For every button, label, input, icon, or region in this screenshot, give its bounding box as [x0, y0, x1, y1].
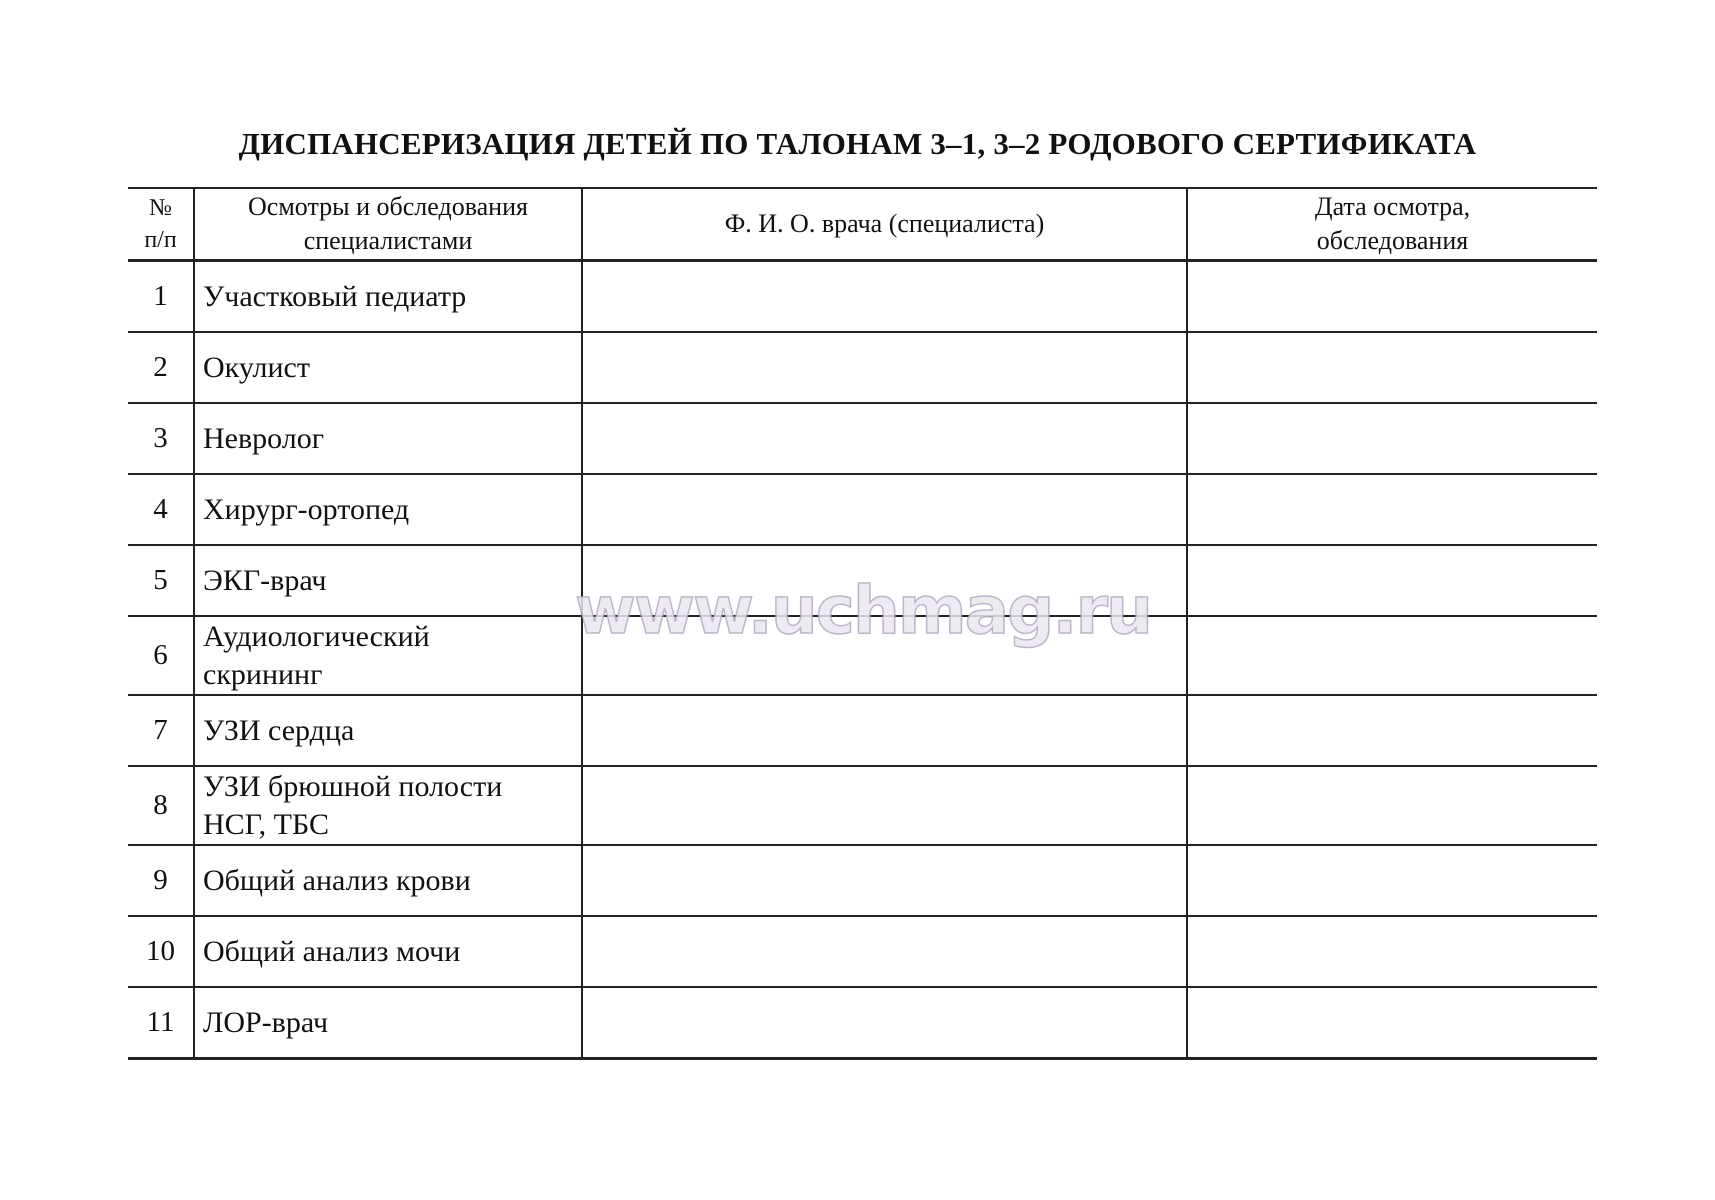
row-examination-line1: Участковый педиатр — [203, 279, 467, 313]
row-examination — [194, 545, 582, 616]
doctor-name-cell[interactable] — [582, 845, 1187, 916]
table-row — [128, 845, 1597, 916]
header-examinations-line2: специалистами — [303, 226, 473, 255]
exam-date-cell[interactable] — [1187, 616, 1597, 695]
row-examination — [194, 766, 582, 845]
exam-date-cell[interactable] — [1187, 403, 1597, 474]
row-examination-line1: УЗИ брюшной полости — [203, 769, 503, 803]
row-examination-line1: УЗИ сердца — [203, 713, 355, 747]
watermark: www.uchmag.ru — [575, 572, 1152, 649]
doctor-name-cell[interactable] — [582, 403, 1187, 474]
row-number: 3 — [153, 422, 168, 454]
row-number: 11 — [146, 1006, 175, 1038]
exam-date-cell[interactable] — [1187, 332, 1597, 403]
row-examination-line1: Невролог — [203, 421, 325, 455]
table-row — [128, 474, 1597, 545]
row-number: 9 — [153, 864, 168, 896]
row-examination — [194, 332, 582, 403]
row-examination — [194, 616, 582, 695]
header-doctor-name-text: Ф. И. О. врача (специалиста) — [724, 209, 1045, 238]
row-examination-line1: ЭКГ-врач — [203, 563, 327, 597]
header-date-line2: обследования — [1316, 226, 1469, 255]
table-header — [128, 188, 1597, 261]
row-examination-line1: Общий анализ мочи — [203, 934, 461, 968]
table-row — [128, 545, 1597, 616]
document-title: ДИСПАНСЕРИЗАЦИЯ ДЕТЕЙ ПО ТАЛОНАМ 3–1, 3–2 РОДОВОГО СЕРТИФИКАТА — [238, 126, 1477, 161]
table-row — [128, 695, 1597, 766]
exam-date-cell[interactable] — [1187, 695, 1597, 766]
table-row — [128, 616, 1597, 695]
doctor-name-cell[interactable] — [582, 474, 1187, 545]
row-number: 4 — [153, 493, 168, 525]
table-row — [128, 916, 1597, 987]
table-row — [128, 403, 1597, 474]
row-number: 1 — [153, 280, 168, 312]
header-examinations — [194, 188, 582, 261]
row-examination — [194, 474, 582, 545]
row-examination — [194, 261, 582, 333]
table-row — [128, 332, 1597, 403]
row-examination-line2: скрининг — [203, 657, 323, 691]
header-date — [1187, 188, 1597, 261]
exam-date-cell[interactable] — [1187, 766, 1597, 845]
row-examination-line1: Аудиологический — [203, 619, 430, 653]
table-row — [128, 766, 1597, 845]
examination-table — [128, 187, 1597, 1060]
header-row — [128, 188, 1597, 261]
exam-date-cell[interactable] — [1187, 261, 1597, 333]
exam-date-cell[interactable] — [1187, 845, 1597, 916]
header-number-line2: п/п — [144, 227, 177, 253]
header-number — [128, 188, 194, 261]
row-number: 5 — [153, 564, 168, 596]
doctor-name-cell[interactable] — [582, 916, 1187, 987]
row-examination — [194, 695, 582, 766]
doctor-name-cell[interactable] — [582, 987, 1187, 1059]
row-number: 10 — [146, 935, 175, 967]
doctor-name-cell[interactable] — [582, 545, 1187, 616]
doctor-name-cell[interactable] — [582, 616, 1187, 695]
doctor-name-cell[interactable] — [582, 695, 1187, 766]
doctor-name-cell[interactable] — [582, 766, 1187, 845]
row-examination-line1: ЛОР-врач — [203, 1005, 329, 1039]
table-body — [128, 261, 1597, 1059]
row-number: 7 — [153, 714, 168, 746]
doctor-name-cell[interactable] — [582, 332, 1187, 403]
header-date-line1: Дата осмотра, — [1314, 192, 1471, 221]
exam-date-cell[interactable] — [1187, 545, 1597, 616]
row-examination-line1: Окулист — [203, 350, 310, 384]
exam-date-cell[interactable] — [1187, 916, 1597, 987]
row-examination — [194, 403, 582, 474]
row-examination — [194, 916, 582, 987]
header-number-line1: № — [149, 195, 172, 221]
row-number: 8 — [153, 789, 168, 821]
row-examination — [194, 845, 582, 916]
header-examinations-line1: Осмотры и обследования — [248, 192, 528, 221]
row-examination — [194, 987, 582, 1059]
row-examination-line1: Хирург-ортопед — [203, 492, 410, 526]
exam-date-cell[interactable] — [1187, 474, 1597, 545]
row-examination-line1: Общий анализ крови — [203, 863, 471, 897]
exam-date-cell[interactable] — [1187, 987, 1597, 1059]
header-doctor-name — [582, 188, 1187, 261]
row-number: 2 — [153, 351, 168, 383]
row-examination-line2: НСГ, ТБС — [203, 807, 329, 841]
table-row — [128, 261, 1597, 333]
table-row — [128, 987, 1597, 1059]
row-number: 6 — [153, 639, 168, 671]
doctor-name-cell[interactable] — [582, 261, 1187, 333]
